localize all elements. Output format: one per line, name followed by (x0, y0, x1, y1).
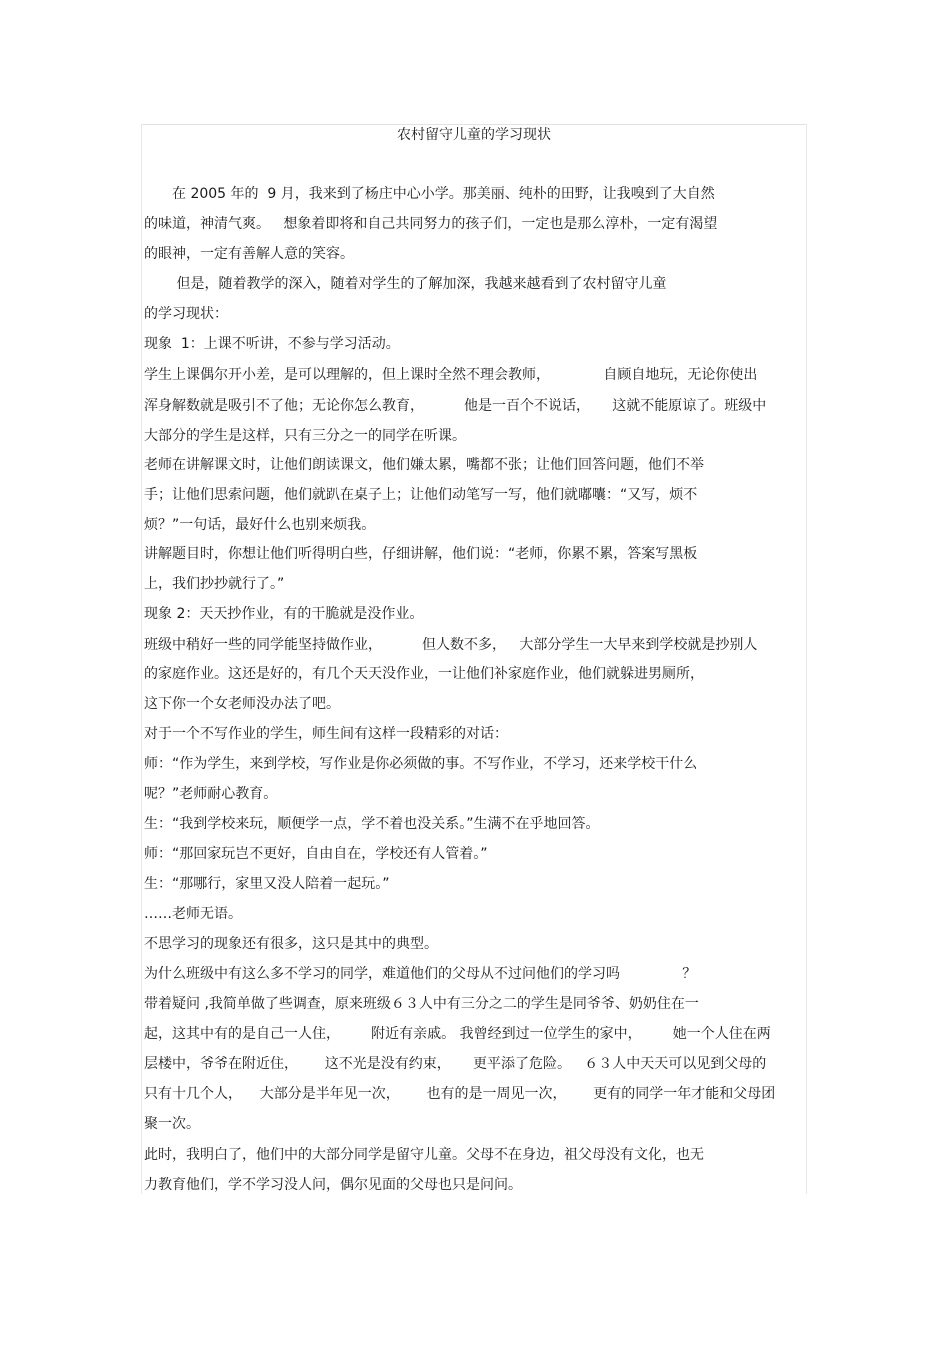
text-line: 老师在讲解课文时，让他们朗读课文，他们嫌太累，嘴都不张；让他们回答问题，他们不举 (144, 457, 704, 473)
text-line: 起，这其中有的是自己一人住， 附近有亲戚。 我曾经到过一位学生的家中， 她一个人住在两 (144, 1026, 771, 1042)
text-line: 但是，随着教学的深入，随着对学生的了解加深，我越来越看到了农村留守儿童 (144, 276, 667, 292)
text-line: 学生上课偶尔开小差，是可以理解的，但上课时全然不理会教师， 自顾自地玩，无论你使出 (144, 367, 758, 383)
text-line: 不思学习的现象还有很多，这只是其中的典型。 (144, 936, 438, 952)
text-line: 的味道，神清气爽。 想象着即将和自己共同努力的孩子们，一定也是那么淳朴，一定有渴望 (144, 216, 718, 232)
text-line: 只有十几个人， 大部分是半年见一次， 也有的是一周见一次， 更有的同学一年才能和父母团 (144, 1086, 776, 1102)
frame-left-border (141, 124, 142, 1194)
text-line: 烦？”一句话，最好什么也别来烦我。 (144, 517, 376, 533)
text-line: 现象 1：上课不听讲，不参与学习活动。 (144, 336, 400, 352)
text-line: 对于一个不写作业的学生，师生间有这样一段精彩的对话： (144, 726, 508, 742)
text-line: ……老师无语。 (144, 906, 242, 922)
text-line: 讲解题目时，你想让他们听得明白些，仔细讲解，他们说：“老师，你累不累，答案写黑板 (144, 546, 698, 562)
text-line: 带着疑问 ,我简单做了些调查，原来班级６３人中有三分之二的学生是同爷爷、奶奶住在一 (144, 996, 699, 1012)
text-line: 的学习现状： (144, 306, 228, 322)
text-line: 在 2005 年的 9 月，我来到了杨庄中心小学。那美丽、纯朴的田野，让我嗅到了大自然 (144, 186, 715, 202)
document-title: 农村留守儿童的学习现状 (397, 127, 551, 143)
text-line: 为什么班级中有这么多不学习的同学，难道他们的父母从不过问他们的学习吗 ？ (144, 966, 697, 982)
text-line: 手；让他们思索问题，他们就趴在桌子上；让他们动笔写一写，他们就嘟囔：“又写，烦不 (144, 487, 698, 503)
text-line: 师：“作为学生，来到学校，写作业是你必须做的事。不写作业，不学习，还来学校干什么 (144, 756, 698, 772)
text-line: 师：“那回家玩岂不更好，自由自在，学校还有人管着。” (144, 846, 488, 862)
text-line: 这下你一个女老师没办法了吧。 (144, 696, 340, 712)
text-line: 呢？”老师耐心教育。 (144, 786, 278, 802)
text-line: 浑身解数就是吸引不了他；无论你怎么教育， 他是一百个不说话， 这就不能原谅了。班级中 (144, 398, 767, 414)
text-line: 的家庭作业。这还是好的，有几个天天没作业，一让他们补家庭作业，他们就躲进男厕所， (144, 666, 704, 682)
text-line: 聚一次。 (144, 1116, 200, 1132)
text-line: 上，我们抄抄就行了。” (144, 576, 285, 592)
frame-right-border (806, 124, 807, 1194)
text-line: 现象 2：天天抄作业，有的干脆就是没作业。 (144, 606, 424, 622)
text-line: 的眼神，一定有善解人意的笑容。 (144, 246, 354, 262)
text-line: 生：“那哪行，家里又没人陪着一起玩。” (144, 876, 390, 892)
text-line: 班级中稍好一些的同学能坚持做作业， 但人数不多， 大部分学生一大早来到学校就是抄别人 (144, 637, 758, 653)
text-line: 大部分的学生是这样，只有三分之一的同学在听课。 (144, 428, 466, 444)
text-line: 力教育他们，学不学习没人问，偶尔见面的父母也只是问问。 (144, 1177, 522, 1193)
text-line: 生：“我到学校来玩，顺便学一点，学不着也没关系。”生满不在乎地回答。 (144, 816, 600, 832)
text-line: 层楼中，爷爷在附近住， 这不光是没有约束， 更平添了危险。 ６３人中天天可以见到父母的 (144, 1056, 767, 1072)
text-line: 此时，我明白了，他们中的大部分同学是留守儿童。父母不在身边，祖父母没有文化，也无 (144, 1147, 704, 1163)
